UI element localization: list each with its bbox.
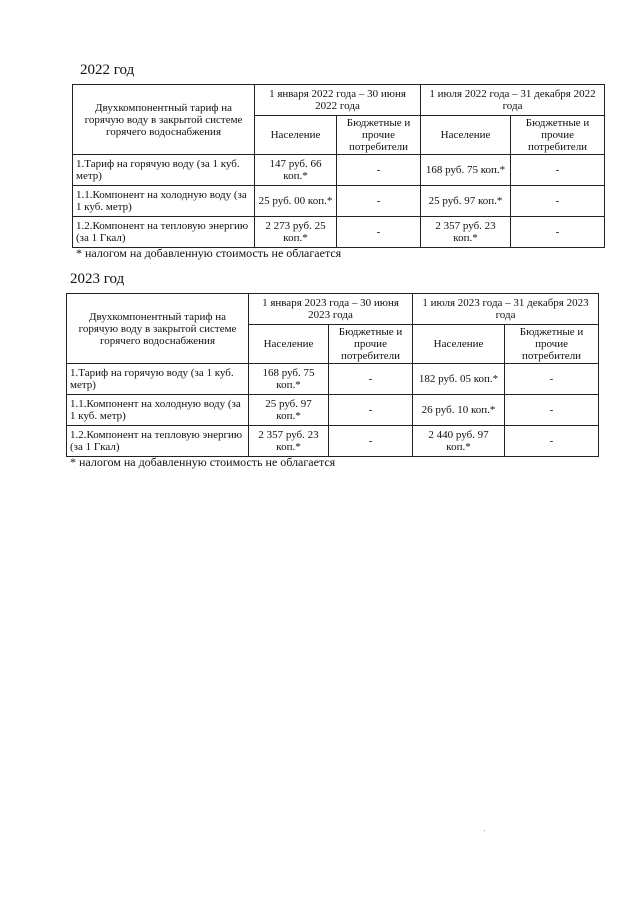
table-cell: 168 руб. 75 коп.* xyxy=(421,155,511,186)
year-heading-2023: 2023 год xyxy=(70,271,125,287)
row-label: 1.1.Компонент на холодную воду (за 1 куб. метр) xyxy=(73,186,255,217)
subheader-budget-h1: Бюджетные и прочие потребители xyxy=(329,325,413,364)
table-cell: 25 руб. 97 коп.* xyxy=(249,395,329,426)
row-label: 1.2.Компонент на тепловую энергию (за 1 Гкал) xyxy=(73,217,255,248)
table-cell: 25 руб. 97 коп.* xyxy=(421,186,511,217)
table-cell: - xyxy=(505,395,599,426)
subheader-population-h2: Население xyxy=(421,116,511,155)
table-cell: - xyxy=(337,155,421,186)
table-cell: - xyxy=(511,186,605,217)
corner-label: Двухкомпонентный тариф на горячую воду в закрытой системе горячего водоснабжения xyxy=(67,294,249,364)
corner-label: Двухкомпонентный тариф на горячую воду в закрытой системе горячего водоснабжения xyxy=(73,85,255,155)
subheader-budget-h2: Бюджетные и прочие потребители xyxy=(511,116,605,155)
subheader-budget-h1: Бюджетные и прочие потребители xyxy=(337,116,421,155)
table-cell: - xyxy=(511,155,605,186)
table-cell: 2 357 руб. 23 коп.* xyxy=(249,426,329,457)
table-cell: - xyxy=(337,217,421,248)
table-cell: 2 440 руб. 97 коп.* xyxy=(413,426,505,457)
table-cell: 2 273 руб. 25 коп.* xyxy=(255,217,337,248)
tariff-table-2023 xyxy=(66,293,599,457)
row-label: 1.2.Компонент на тепловую энергию (за 1 Гкал) xyxy=(67,426,249,457)
table-row xyxy=(67,395,599,426)
table-cell: 168 руб. 75 коп.* xyxy=(249,364,329,395)
table-cell: - xyxy=(329,426,413,457)
table-cell: - xyxy=(505,426,599,457)
year-heading-2022: 2022 год xyxy=(80,62,135,78)
scan-speck xyxy=(484,830,485,831)
period-header-h1: 1 января 2023 года – 30 июня 2023 года xyxy=(249,294,413,325)
row-label: 1.1.Компонент на холодную воду (за 1 куб. метр) xyxy=(67,395,249,426)
table-cell: 147 руб. 66 коп.* xyxy=(255,155,337,186)
table-row xyxy=(73,155,605,186)
table-row xyxy=(73,186,605,217)
table-cell: - xyxy=(329,395,413,426)
row-label: 1.Тариф на горячую воду (за 1 куб. метр) xyxy=(67,364,249,395)
row-label: 1.Тариф на горячую воду (за 1 куб. метр) xyxy=(73,155,255,186)
table-cell: - xyxy=(337,186,421,217)
table-cell: - xyxy=(329,364,413,395)
table-row xyxy=(67,426,599,457)
subheader-population-h1: Население xyxy=(255,116,337,155)
table-cell: 182 руб. 05 коп.* xyxy=(413,364,505,395)
table-row xyxy=(73,217,605,248)
subheader-population-h2: Население xyxy=(413,325,505,364)
table-cell: - xyxy=(511,217,605,248)
tariff-table-2022 xyxy=(72,84,605,248)
footnote-2023: * налогом на добавленную стоимость не облагается xyxy=(70,455,336,469)
period-header-h1: 1 января 2022 года – 30 июня 2022 года xyxy=(255,85,421,116)
table-cell: 2 357 руб. 23 коп.* xyxy=(421,217,511,248)
footnote-2022: * налогом на добавленную стоимость не облагается xyxy=(76,246,342,260)
table-cell: 25 руб. 00 коп.* xyxy=(255,186,337,217)
subheader-population-h1: Население xyxy=(249,325,329,364)
table-row xyxy=(67,364,599,395)
period-header-h2: 1 июля 2023 года – 31 декабря 2023 года xyxy=(413,294,599,325)
table-cell: - xyxy=(505,364,599,395)
subheader-budget-h2: Бюджетные и прочие потребители xyxy=(505,325,599,364)
table-cell: 26 руб. 10 коп.* xyxy=(413,395,505,426)
period-header-h2: 1 июля 2022 года – 31 декабря 2022 года xyxy=(421,85,605,116)
